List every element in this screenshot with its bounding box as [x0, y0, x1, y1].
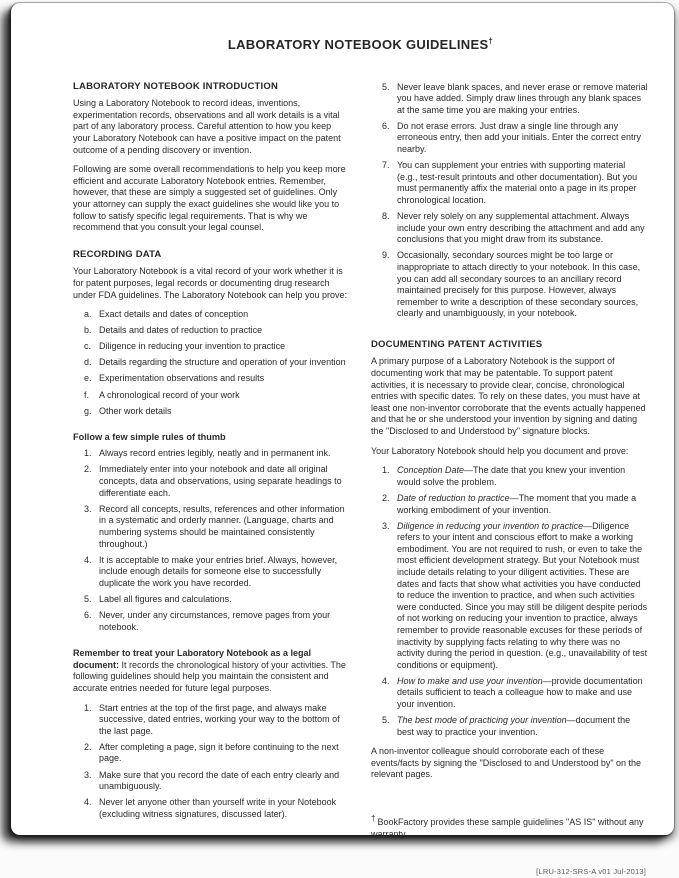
list-item-text	[397, 493, 648, 516]
patent-list	[371, 465, 648, 738]
list-marker: 2.	[84, 464, 92, 475]
list-item	[84, 464, 350, 499]
list-item-text: Start entries at the top of the first page, and always make successive, dated entries, working your way to the bottom of the last page.	[99, 702, 340, 736]
list-item	[84, 610, 350, 633]
patent-item-definition: —provide documentation details sufficient to teach a colleague how to make and use your invention.	[397, 675, 643, 709]
list-marker: 2.	[382, 492, 390, 503]
list-item-text: Immediately enter into your notebook and date all original concepts, data and observations, using separate headings to differentiate each.	[99, 464, 342, 498]
patent-item-term: Conception Date	[397, 465, 465, 476]
legal-document-list	[73, 703, 350, 821]
rules-of-thumb-heading: Follow a few simple rules of thumb	[73, 432, 226, 443]
patent-item-definition: —document the best way to practice your invention.	[397, 715, 631, 737]
list-marker: d.	[84, 357, 92, 368]
list-item	[84, 325, 350, 337]
list-marker: 5.	[84, 593, 92, 604]
list-item	[382, 121, 648, 156]
legal-document-paragraph	[73, 648, 350, 694]
list-item	[382, 521, 648, 672]
right-column	[371, 81, 648, 878]
list-item-text: Other work details	[99, 405, 172, 416]
list-item	[84, 406, 350, 418]
list-item	[84, 373, 350, 385]
list-item	[382, 715, 648, 738]
list-item-text: Occasionally, secondary sources might be too large or inappropriate to attach directly to your notebook. In this case, you can add all secondary sources to an ancillary record maintained precisely for this purpose. However, always remember to write a description of these secondary sources, clearly and unambiguously, in your notebook.	[397, 250, 641, 319]
list-item-text	[397, 521, 648, 672]
left-column	[73, 81, 350, 829]
list-marker: c.	[84, 341, 92, 352]
list-marker: 1.	[84, 448, 92, 459]
document-title	[73, 36, 648, 52]
list-item	[382, 493, 648, 516]
list-item-text	[397, 676, 648, 711]
recording-data-heading: RECORDING DATA	[73, 248, 162, 260]
list-item-text: After completing a page, sign it before continuing to the next page.	[99, 741, 339, 764]
list-item-text: Details regarding the structure and operation of your invention	[99, 357, 346, 368]
list-item	[382, 676, 648, 711]
list-marker: 4.	[84, 554, 92, 565]
list-marker: 7.	[382, 160, 390, 171]
footnote-text: BookFactory provides these sample guidelines "AS IS" without any warranty.	[371, 817, 644, 839]
list-marker: 4.	[84, 797, 92, 808]
list-item-text: Never let anyone other than yourself write in your Notebook (excluding witness signatures, discussed later).	[99, 797, 337, 819]
patent-item-definition: —The moment that you made a working embodiment of your invention.	[397, 492, 637, 515]
list-marker: 3.	[84, 503, 92, 514]
list-item	[84, 448, 350, 460]
list-item-text: Never leave blank spaces, and never erase or remove material you have added. Simply draw lines through any blank spaces at the same time you are making your entries.	[397, 81, 648, 115]
form-number: [LRU-312-SRS-A v01 Jul-2013]	[536, 867, 646, 877]
patent-activities-heading: DOCUMENTING PATENT ACTIVITIES	[371, 338, 543, 350]
list-marker: a.	[84, 309, 92, 320]
list-item-text: Exact details and dates of conception	[99, 309, 249, 320]
patent-item-term: Date of reduction to practice	[397, 492, 510, 503]
patent-paragraph-1: A primary purpose of a Laboratory Notebook is the support of documenting work that may be patentable. To support patent activities, it is necessary to provide clear, concise, chronological entries with specific dates. To rely on these dates, you must have at least one non-inventor corroborate that the events actually happened and that he or she understood your invention by signing and dating the "Disclosed to and Understood by" signature blocks.	[371, 356, 646, 437]
list-item-text: Diligence in reducing your invention to practice	[99, 341, 286, 352]
list-item	[84, 742, 350, 765]
list-marker: 5.	[382, 81, 390, 92]
patent-item-term: The best mode of practicing your invention	[397, 715, 567, 726]
legal-document-lead: Remember to treat your Laboratory Notebook as a legal document:	[73, 648, 312, 670]
list-marker: 3.	[84, 769, 92, 780]
list-item-text: Make sure that you record the date of each entry clearly and unambiguously.	[99, 769, 340, 792]
list-item	[382, 465, 648, 488]
list-item	[84, 390, 350, 402]
document-title-text: LABORATORY NOTEBOOK GUIDELINES	[227, 37, 489, 52]
list-marker: 6.	[84, 609, 92, 620]
patent-paragraph-2: Your Laboratory Notebook should help you document and prove:	[371, 445, 629, 456]
list-item-text: Label all figures and calculations.	[99, 593, 232, 604]
rules-continued-list	[371, 82, 648, 320]
document-content	[11, 3, 674, 878]
list-marker: 4.	[382, 675, 390, 686]
list-item-text: Record all concepts, results, references and other information in a systematic and orderly manner. (Language, charts and numbering systems should be maintained consistently throughout.)	[99, 503, 345, 549]
intro-paragraph-2: Following are some overall recommendations to help you keep more efficient and accurate Laboratory Notebook entries. Remember, however, that these are simply a suggested set of guidelines. Only your attorney can supply the exact guidelines she would like you to follow to satisfy specific legal requirements. That is why we recommend that you consult your legal counsel.	[73, 164, 346, 233]
list-marker: g.	[84, 405, 92, 416]
list-item-text	[397, 465, 648, 488]
patent-item-term: Diligence in reducing your invention to practice	[397, 520, 584, 531]
list-item-text: It is acceptable to make your entries brief. Always, however, include enough details for someone else to successfully duplicate the work you have recorded.	[99, 554, 338, 588]
list-marker: 8.	[382, 211, 390, 222]
list-item	[84, 357, 350, 369]
list-item-text	[397, 715, 648, 738]
dagger-symbol: †	[488, 36, 494, 46]
list-marker: 3.	[382, 520, 390, 531]
list-item	[84, 341, 350, 353]
list-item	[382, 160, 648, 206]
list-marker: 9.	[382, 250, 390, 261]
intro-paragraph-1: Using a Laboratory Notebook to record ideas, inventions, experimentation records, observations and all work details is a vital part of any laboratory process. Careful attention to how you keep your Laboratory Notebook can have a positive impact on the patent outcome of a pending discovery or invention.	[73, 98, 341, 155]
list-marker: 5.	[382, 715, 390, 726]
patent-item-definition: —Diligence refers to your intent and conscious effort to make a working embodiment. You are not required to rush, or even to take the most efficient development strategy. But your Notebook must include details relating to your diligent activities. These are dates and facts that show what activities you have conducted to reduce the invention to practice, and when such activities were conducted. Since you may still be diligent despite periods of not working on reducing your invention to practice, always remember to provide reasonable excuses for these periods of inactivity by supplying facts relating to why there was no activity during the period in question. (e.g., unavailability of test conditions or equipment).	[397, 520, 648, 670]
list-item-text: Experimentation observations and results	[99, 373, 265, 384]
recording-data-list	[73, 309, 350, 417]
dagger-symbol: †	[371, 814, 376, 824]
list-marker: b.	[84, 325, 92, 336]
list-item	[84, 309, 350, 321]
list-item	[84, 797, 350, 820]
paper-sheet	[11, 3, 674, 877]
list-marker: 2.	[84, 741, 92, 752]
list-marker: 1.	[382, 465, 390, 476]
list-item-text: A chronological record of your work	[99, 389, 240, 400]
rules-of-thumb-list	[73, 448, 350, 633]
list-marker: e.	[84, 373, 92, 384]
list-item	[382, 211, 648, 246]
list-item	[382, 250, 648, 320]
list-item	[84, 594, 350, 606]
patent-closing-paragraph: A non-inventor colleague should corroborate each of these events/facts by signing the "Disclosed to and Understood by" on the relevant pages.	[371, 746, 642, 780]
list-item	[84, 504, 350, 550]
legal-document-rest: It records the chronological history of your activities. The following guidelines should help you maintain the consistent and accurate entries needed for future legal purposes.	[73, 659, 346, 693]
two-column-layout	[73, 81, 648, 878]
list-item-text: Always record entries legibly, neatly and in permanent ink.	[99, 448, 331, 459]
list-item-text: Details and dates of reduction to practice	[99, 325, 263, 336]
list-marker: 1.	[84, 702, 92, 713]
list-marker: f.	[84, 389, 90, 400]
list-item-text: Never rely solely on any supplemental attachment. Always include your own entry describing the attachment and add any conclusions that you might draw from its substance.	[397, 211, 645, 245]
list-item	[84, 703, 350, 738]
patent-item-definition: —The date that you knew your invention would solve the problem.	[397, 465, 626, 487]
list-item-text: Do not erase errors. Just draw a single line through any erroneous entry, then add your initials. Enter the correct entry nearby.	[397, 120, 641, 155]
list-item	[382, 82, 648, 117]
intro-heading: LABORATORY NOTEBOOK INTRODUCTION	[73, 80, 279, 92]
footnote	[371, 814, 648, 840]
list-marker: 6.	[382, 120, 390, 131]
patent-item-term: How to make and use your invention	[397, 675, 543, 686]
list-item	[84, 555, 350, 590]
recording-data-intro: Your Laboratory Notebook is a vital record of your work whether it is for patent purposes, legal records or documenting drug research under FDA guidelines. The Laboratory Notebook can help you prove:	[73, 266, 348, 300]
list-item-text: You can supplement your entries with supporting material (e.g., test-result printouts and other documentation). But you must permanently affix the material onto a page in its proper chronological location.	[397, 160, 638, 205]
list-item-text: Never, under any circumstances, remove pages from your notebook.	[99, 609, 331, 632]
list-item	[84, 770, 350, 793]
